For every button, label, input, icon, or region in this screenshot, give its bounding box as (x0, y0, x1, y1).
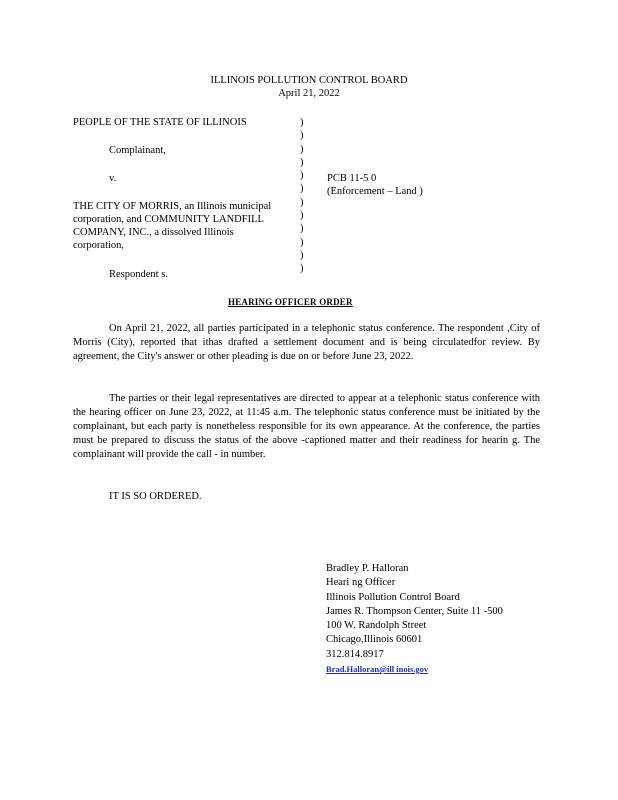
signer-street: 100 W. Randolph Street (326, 620, 427, 632)
defendant-line-4: corporation, (73, 240, 125, 251)
plaintiff-name: PEOPLE OF THE STATE OF ILLINOIS (73, 117, 247, 128)
caption-parentheses (300, 116, 304, 276)
paren: ) (300, 223, 304, 235)
order-date: April 21, 2022 (278, 88, 340, 99)
paragraph-1-text: On April 21, 2022, all parties participated in a telephonic status conference. The respondent ,City of Morris (City), reported that ithas drafted a settlement document and is being circulatedfor review. By agreement, the City's answer or other pleading is due on or before June 23, 2022. (73, 323, 540, 362)
case-number: PCB 11-5 0 (327, 173, 377, 184)
signature-block (326, 562, 503, 677)
paren: ) (300, 249, 304, 261)
order-title: HEARING OFFICER ORDER (228, 297, 353, 307)
versus-label: v. (109, 173, 117, 184)
signer-city: Chicago,Illinois 60601 (326, 634, 423, 646)
paren: ) (300, 236, 304, 248)
paren: ) (300, 170, 304, 182)
email-link[interactable]: Brad.Halloran@ill inois.gov (326, 664, 429, 675)
paren: ) (300, 183, 304, 195)
paragraph-1 (73, 322, 540, 364)
paren: ) (300, 117, 304, 128)
agency-title: ILLINOIS POLLUTION CONTROL BOARD (210, 75, 408, 86)
signer-phone: 312.814.8917 (326, 648, 384, 660)
signer-building: James R. Thompson Center, Suite 11 -500 (326, 605, 503, 617)
defendant-line-2: corporation, and COMMUNITY LANDFILL (73, 214, 264, 225)
signer-title: Heari ng Officer (326, 577, 396, 589)
paragraph-2-text: The parties or their legal representatives are directed to appear at a telephonic status conference with the hearing officer on June 23, 2022, at 11:45 a.m. The telephonic status conference must be initiated by the complainant, but each party is nonetheless responsible for its own appearance. At the conference, the parties must be prepared to discuss the status of the above -captioned matter and their readiness for hearin g. The complainant will provide the call - in number. (73, 393, 540, 460)
case-type: (Enforcement – Land ) (327, 186, 423, 197)
paren: ) (300, 156, 304, 168)
paren: ) (300, 263, 304, 275)
paren: ) (300, 210, 304, 222)
paren: ) (300, 130, 304, 142)
paragraph-2 (73, 392, 540, 462)
paren: ) (300, 196, 304, 208)
signer-name: Bradley P. Halloran (326, 563, 409, 574)
complainant-label: Complainant, (109, 145, 166, 156)
paren: ) (300, 143, 304, 155)
respondent-label: Respondent s. (109, 269, 168, 280)
defendant-line-1: THE CITY OF MORRIS, an Illinois municipal (73, 201, 272, 212)
signer-agency: Illinois Pollution Control Board (326, 591, 460, 603)
defendant-line-3: COMPANY, INC., a dissolved Illinois (73, 227, 234, 238)
so-ordered: IT IS SO ORDERED. (109, 491, 202, 502)
